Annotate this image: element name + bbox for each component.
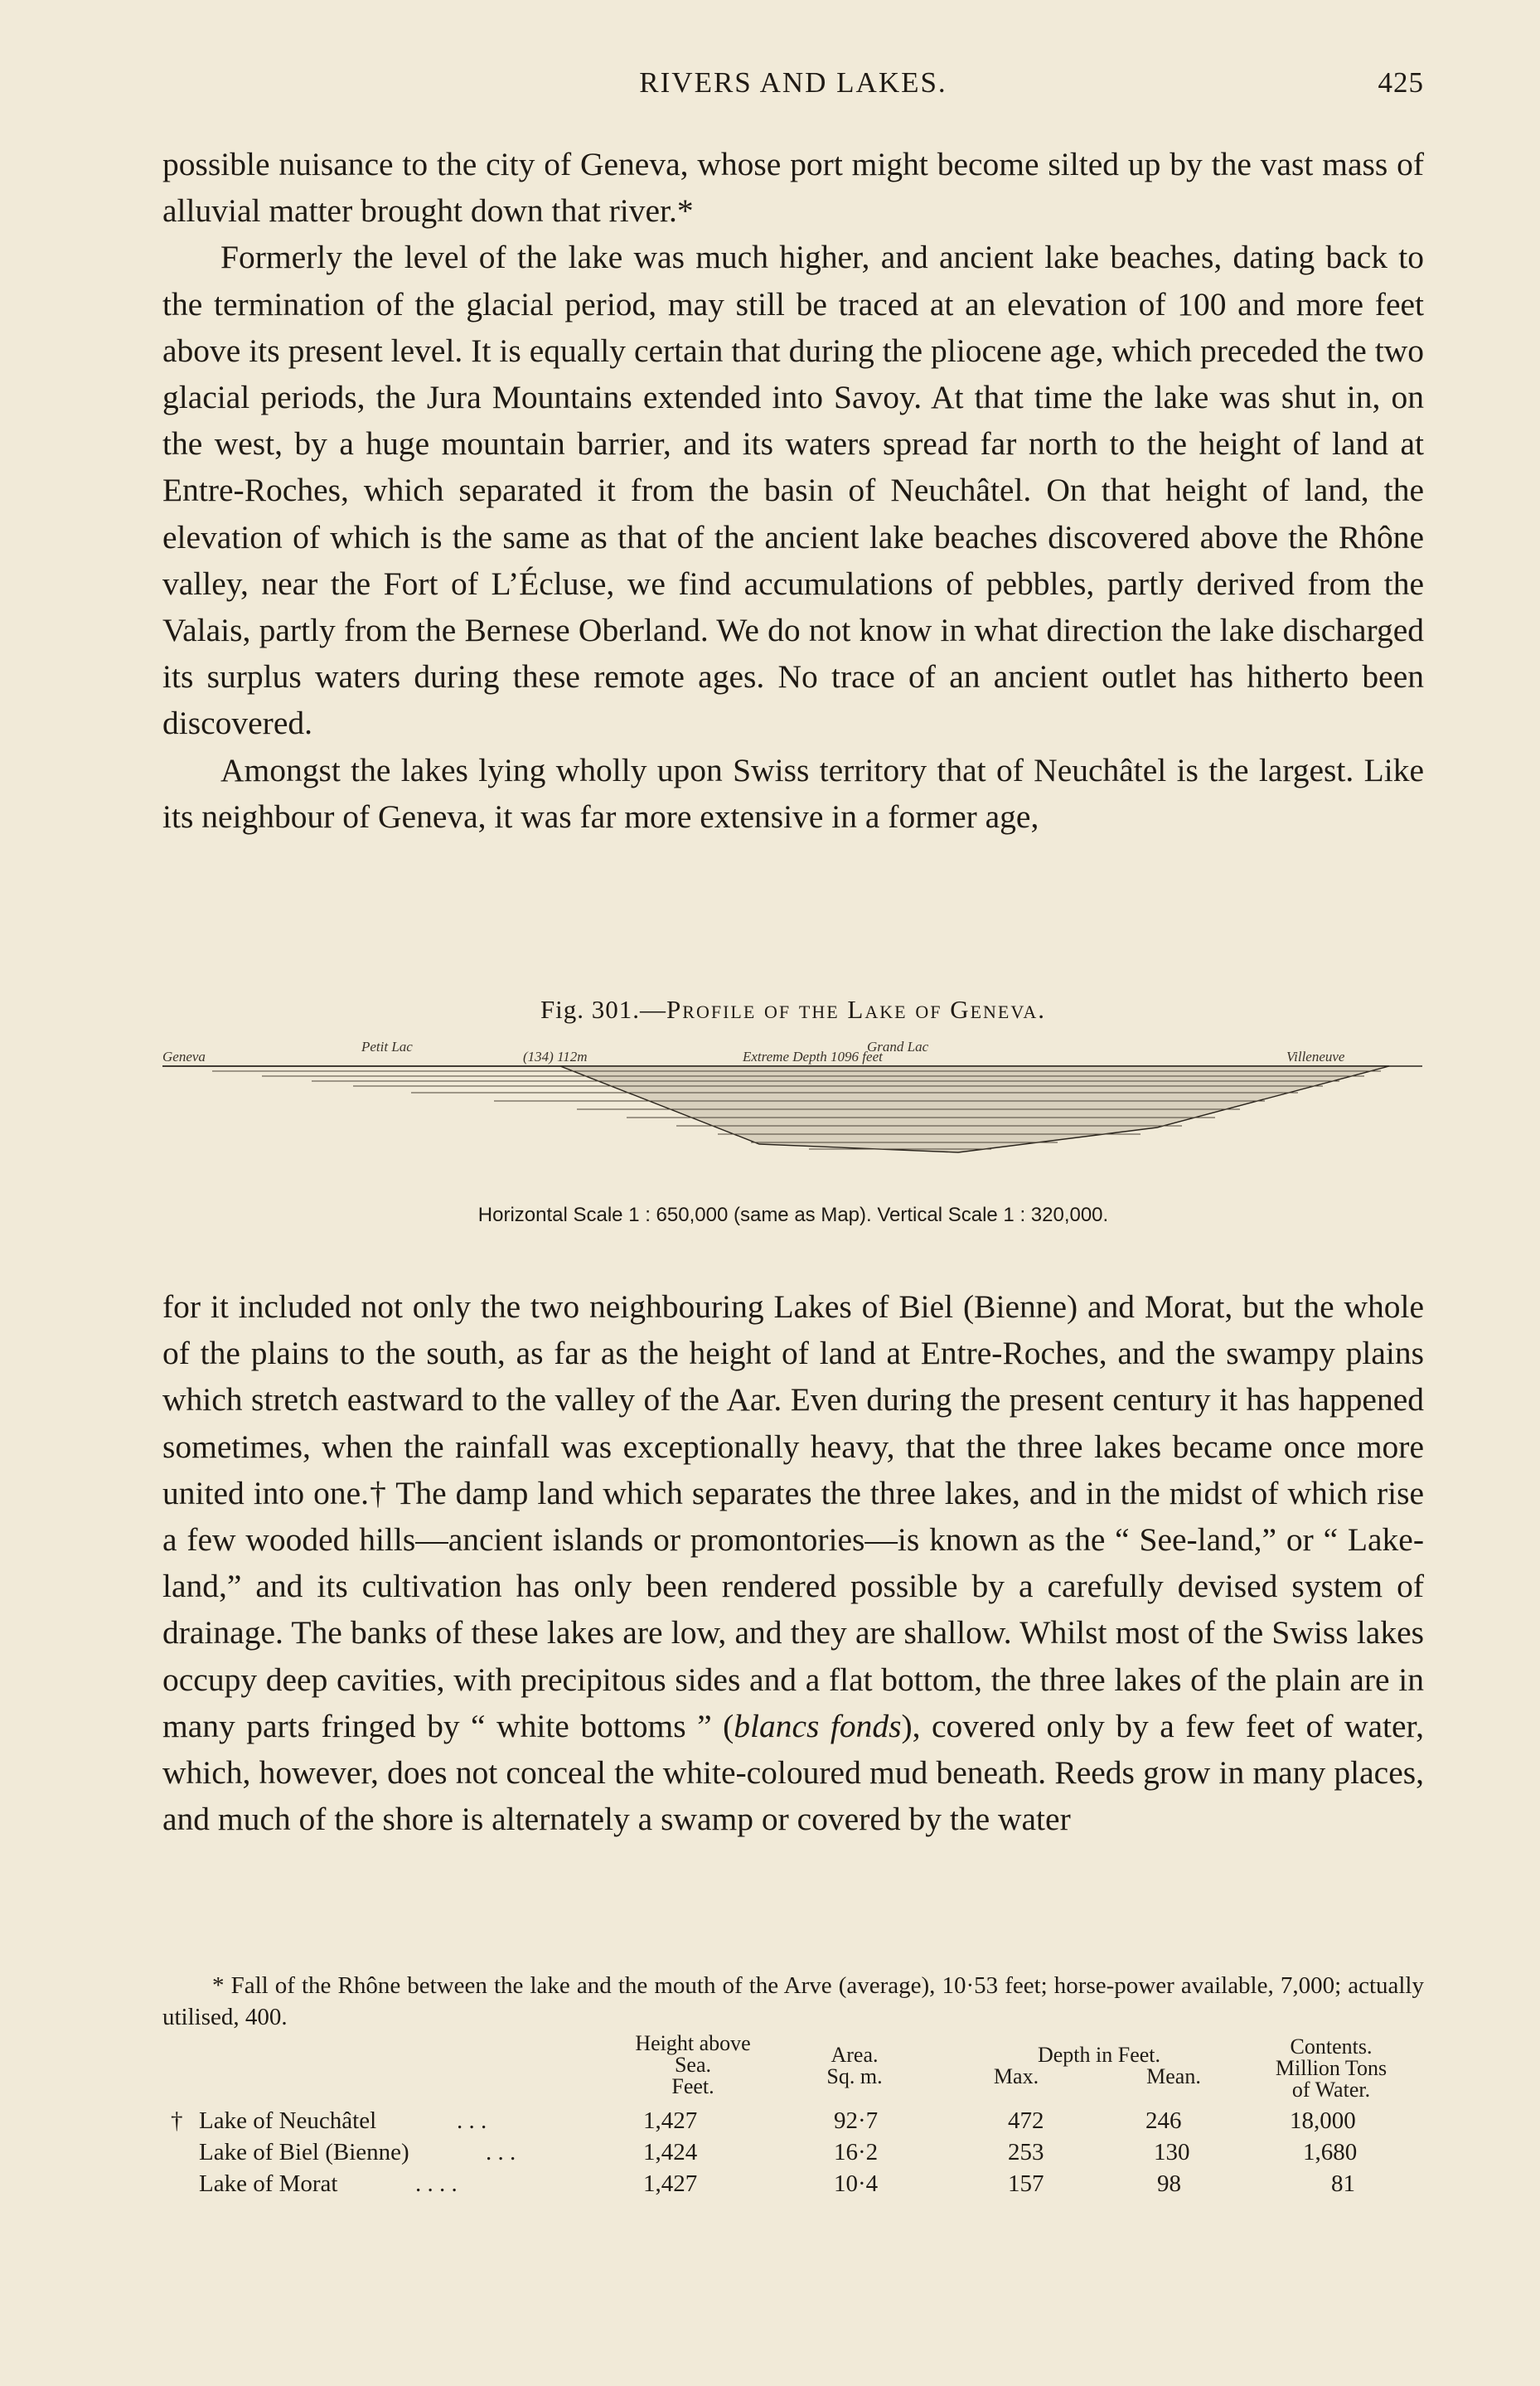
header-depth-mean: Mean. xyxy=(1146,2064,1201,2088)
figure-scale-note: Horizontal Scale 1 : 650,000 (same as Map). Vertical Scale 1 : 320,000. xyxy=(477,1204,1109,1226)
lake-profile-diagram xyxy=(162,1036,1424,1202)
header-area-line1: Area. xyxy=(831,2043,879,2067)
label-extreme-depth: Extreme Depth 1096 feet xyxy=(743,1049,883,1064)
paragraph-continuation: possible nuisance to the city of Geneva, whose port might become silted up by the vast mass of alluvial matter brought down that river.* xyxy=(162,146,1424,230)
header-height xyxy=(610,2033,776,2097)
row-height: 1,427 xyxy=(643,2107,698,2134)
row-mark: † xyxy=(171,2107,183,2134)
row-lake-name: Lake of Neuchâtel xyxy=(199,2107,377,2134)
row-leader-dots: . . . . xyxy=(415,2170,458,2197)
label-depth-petit: (134) 112m xyxy=(523,1049,588,1064)
row-contents: 1,680 xyxy=(1303,2139,1358,2165)
paragraph-see-land-text-b: ), covered only by a few feet of water, which, however, does not conceal the white-coloured mud beneath. Reeds grow in many places, and much of the shore is alternately a swamp or covered by the water xyxy=(162,1707,1425,1838)
row-depth-max: 253 xyxy=(1008,2139,1044,2165)
row-area: 16·2 xyxy=(834,2139,879,2165)
paragraph-see-land-text-a: for it included not only the two neighbouring Lakes of Biel (Bienne) and Morat, but the whole of the plains to the south, as far as the height of land at Entre-Roches, and the swampy plains which stretch eastward to the valley of the Aar. Even during the present century it has happened sometimes, when the rainfall was exceptionally heavy, that the three lakes became once more united into one.† The damp land which separates the three lakes, and in the midst of which rise a few wooded hills—ancient islands or promontories—is known as the “ See-land,” or “ Lake-land,” and its cultivation has only been rendered possible by a carefully devised system of drainage. The banks of these lakes are low, and they are shallow. Whilst most of the Swiss lakes occupy deep cavities, with precipitous sides and a flat bottom, the three lakes of the plain are in many parts fringed by “ white bottoms ” ( xyxy=(162,1288,1424,1744)
header-contents-line3: of Water. xyxy=(1291,2078,1371,2102)
running-title: RIVERS AND LAKES. xyxy=(639,66,947,99)
row-depth-max: 472 xyxy=(1008,2107,1044,2134)
header-height-line3: Feet. xyxy=(671,2074,714,2098)
paragraph-lake-history: Formerly the level of the lake was much higher, and ancient lake beaches, dating back to the termination of the glacial period, may still be traced at an elevation of 100 and more feet above its present level. It is equally certain that during the pliocene age, which preceded the two glacial periods, the Jura Mountains extended into Savoy. At that time the lake was shut in, on the west, by a huge mountain barrier, and its waters spread far north to the height of land at Entre-Roches, which separated it from the basin of Neuchâtel. On that height of land, the elevation of which is the same as that of the ancient lake beaches discovered above the Rhône valley, near the Fort of L’Écluse, we find accumulations of pebbles, partly derived from the Valais, partly from the Bernese Oberland. We do not know in what direction the lake discharged its surplus waters during these remote ages. No trace of an ancient outlet has hitherto been discovered. xyxy=(162,239,1424,742)
italic-term-blancs-fonds: blancs fonds xyxy=(734,1707,902,1744)
row-height: 1,427 xyxy=(643,2170,698,2197)
header-height-line1: Height above xyxy=(635,2031,751,2055)
row-depth-max: 157 xyxy=(1008,2170,1044,2197)
text-block-lower xyxy=(162,1283,1424,1842)
label-grand-lac: Grand Lac xyxy=(867,1039,929,1055)
header-area xyxy=(801,2044,908,2088)
label-geneva: Geneva xyxy=(162,1049,206,1064)
row-leader-dots: . . . xyxy=(457,2107,487,2134)
row-leader-dots: . . . xyxy=(486,2139,516,2165)
header-height-line2: Sea. xyxy=(674,2053,712,2077)
paragraph-see-land xyxy=(162,1283,1424,1842)
header-area-line2: Sq. m. xyxy=(826,2064,883,2088)
row-contents: 81 xyxy=(1331,2170,1355,2197)
header-depth: Depth in Feet. xyxy=(1037,2043,1161,2067)
page-header xyxy=(162,66,1424,108)
label-villeneuve: Villeneuve xyxy=(1286,1049,1345,1064)
figure-lake-profile xyxy=(162,987,1424,1235)
row-area: 92·7 xyxy=(834,2107,879,2134)
header-contents xyxy=(1248,2036,1414,2101)
text-block-upper xyxy=(162,141,1424,840)
figure-title: Profile of the Lake of Geneva. xyxy=(666,995,1047,1024)
lake-statistics-table xyxy=(162,2033,1424,2207)
row-height: 1,424 xyxy=(643,2139,698,2165)
header-contents-line1: Contents. xyxy=(1290,2034,1373,2059)
page-number: 425 xyxy=(1378,66,1424,99)
header-contents-line2: Million Tons xyxy=(1275,2056,1387,2080)
header-depth-max: Max. xyxy=(993,2064,1039,2088)
footnote-rhone-fall: * Fall of the Rhône between the lake and the mouth of the Arve (average), 10·53 feet; horse-power available, 7,000; actually utilised, 400. xyxy=(162,1972,1424,2030)
row-lake-name: Lake of Biel (Bienne) xyxy=(199,2139,409,2165)
row-depth-mean: 130 xyxy=(1154,2139,1190,2165)
figure-number: Fig. 301.— xyxy=(540,995,667,1024)
row-depth-mean: 246 xyxy=(1145,2107,1182,2134)
label-petit-lac: Petit Lac xyxy=(361,1039,413,1055)
paragraph-neuchatel-intro: Amongst the lakes lying wholly upon Swiss territory that of Neuchâtel is the largest. Like its neighbour of Geneva, it was far more extensive in a former age, xyxy=(162,751,1424,835)
row-lake-name: Lake of Morat xyxy=(199,2170,338,2197)
row-depth-mean: 98 xyxy=(1157,2170,1181,2197)
row-contents: 18,000 xyxy=(1290,2107,1356,2134)
row-area: 10·4 xyxy=(834,2170,879,2197)
footnotes xyxy=(162,1970,1424,2033)
figure-caption xyxy=(162,995,1424,1025)
